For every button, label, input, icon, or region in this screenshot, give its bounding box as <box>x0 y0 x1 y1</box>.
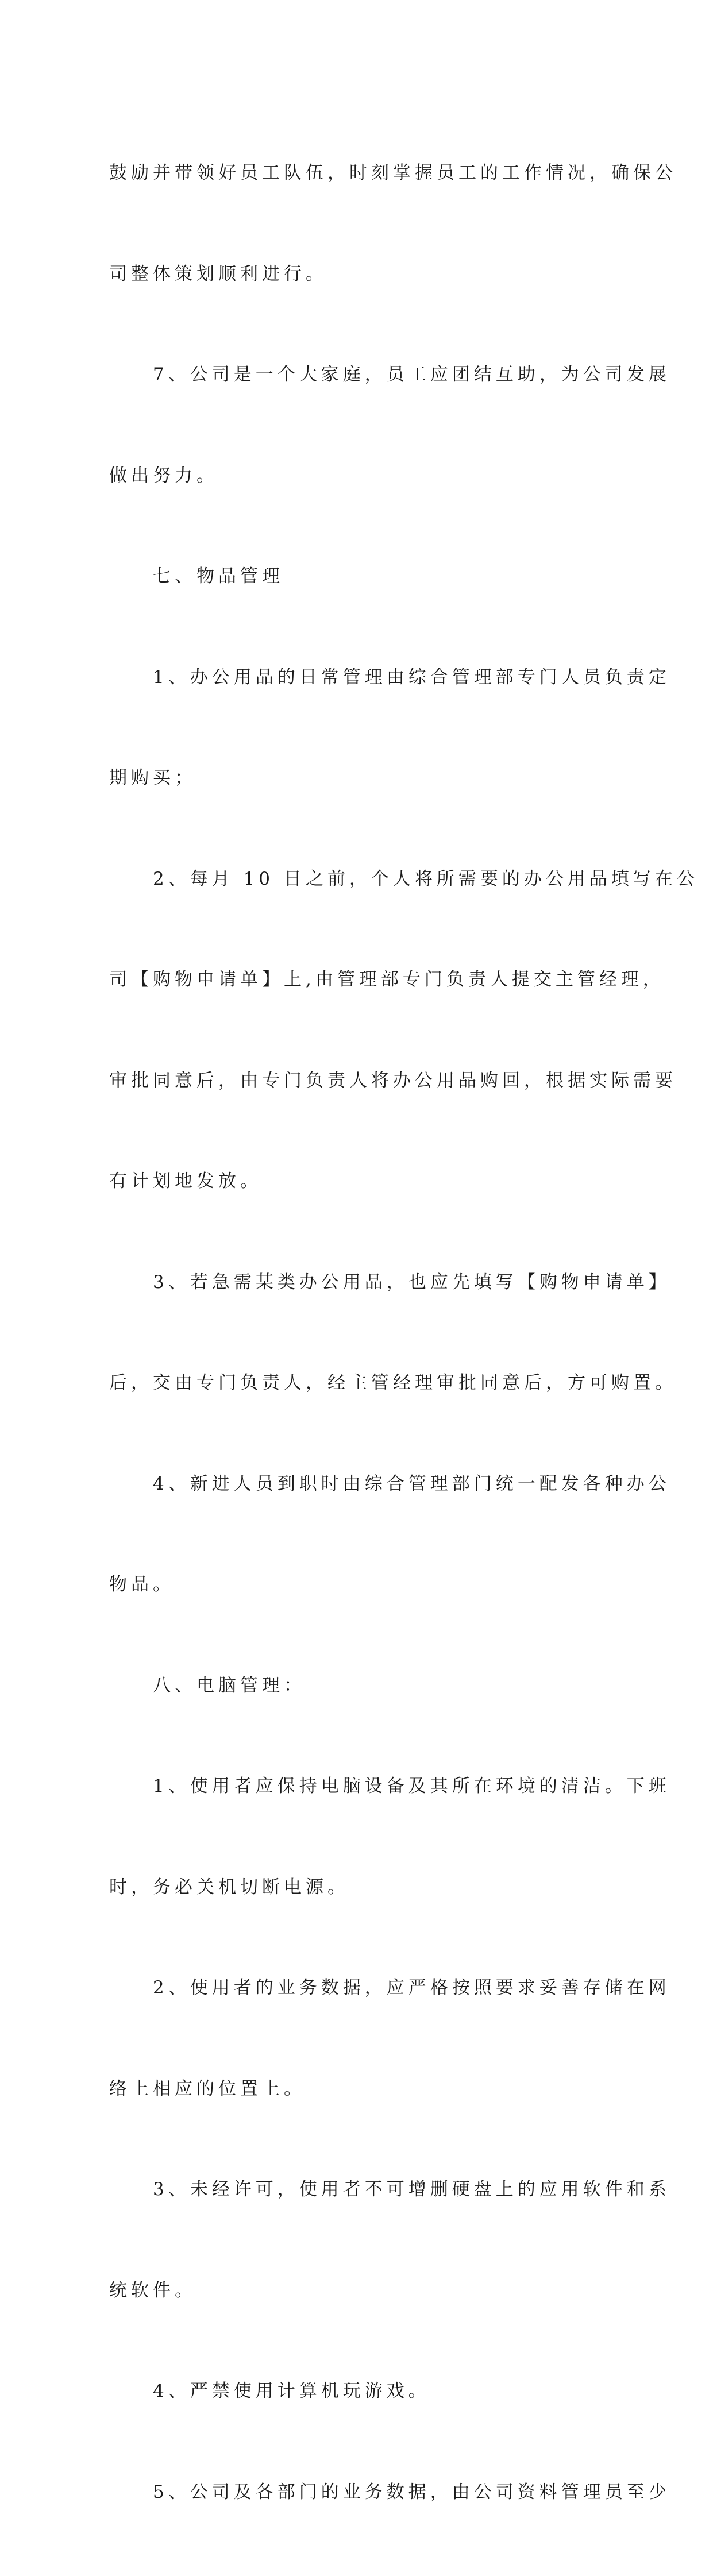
text-line: 司【购物申请单】上,由管理部专门负责人提交主管经理， <box>109 969 665 990</box>
text-line: 4、新进人员到职时由综合管理部门统一配发各种办公 <box>109 1473 670 1494</box>
body-text <box>109 89 699 2576</box>
text-line: 做出努力。 <box>109 465 218 486</box>
text-line: 1、办公用品的日常管理由综合管理部专门人员负责定 <box>109 666 670 688</box>
text-line: 时，务必关机切断电源。 <box>109 1876 349 1898</box>
text-line: 2、每月 10 日之前，个人将所需要的办公用品填写在公 <box>109 868 699 889</box>
text-line: 司整体策划顺利进行。 <box>109 263 327 284</box>
text-line: 络上相应的位置上。 <box>109 2078 306 2099</box>
section-heading: 七、物品管理 <box>109 566 284 587</box>
document-body <box>109 89 699 2576</box>
text-line: 统软件。 <box>109 2280 196 2301</box>
text-line: 鼓励并带领好员工队伍，时刻掌握员工的工作情况，确保公 <box>109 163 677 183</box>
text-line: 3、若急需某类办公用品，也应先填写【购物申请单】 <box>109 1271 670 1293</box>
text-line: 1、使用者应保持电脑设备及其所在环境的清洁。下班 <box>109 1776 670 1796</box>
text-line: 审批同意后，由专门负责人将办公用品购回，根据实际需要 <box>109 1070 677 1091</box>
text-line: 物品。 <box>109 1574 175 1595</box>
text-line: 有计划地发放。 <box>109 1171 262 1191</box>
text-line: 2、使用者的业务数据，应严格按照要求妥善存储在网 <box>109 1977 670 1998</box>
text-line: 7、公司是一个大家庭，员工应团结互助，为公司发展 <box>109 364 670 385</box>
text-line: 期购买； <box>109 768 196 788</box>
text-line: 4、严禁使用计算机玩游戏。 <box>109 2381 430 2401</box>
text-line: 3、未经许可，使用者不可增删硬盘上的应用软件和系 <box>109 2179 670 2200</box>
text-line: 5、公司及各部门的业务数据，由公司资料管理员至少 <box>109 2481 670 2502</box>
text-line: 后，交由专门负责人，经主管经理审批同意后，方可购置。 <box>109 1372 677 1393</box>
section-heading: 八、电脑管理： <box>109 1675 306 1696</box>
